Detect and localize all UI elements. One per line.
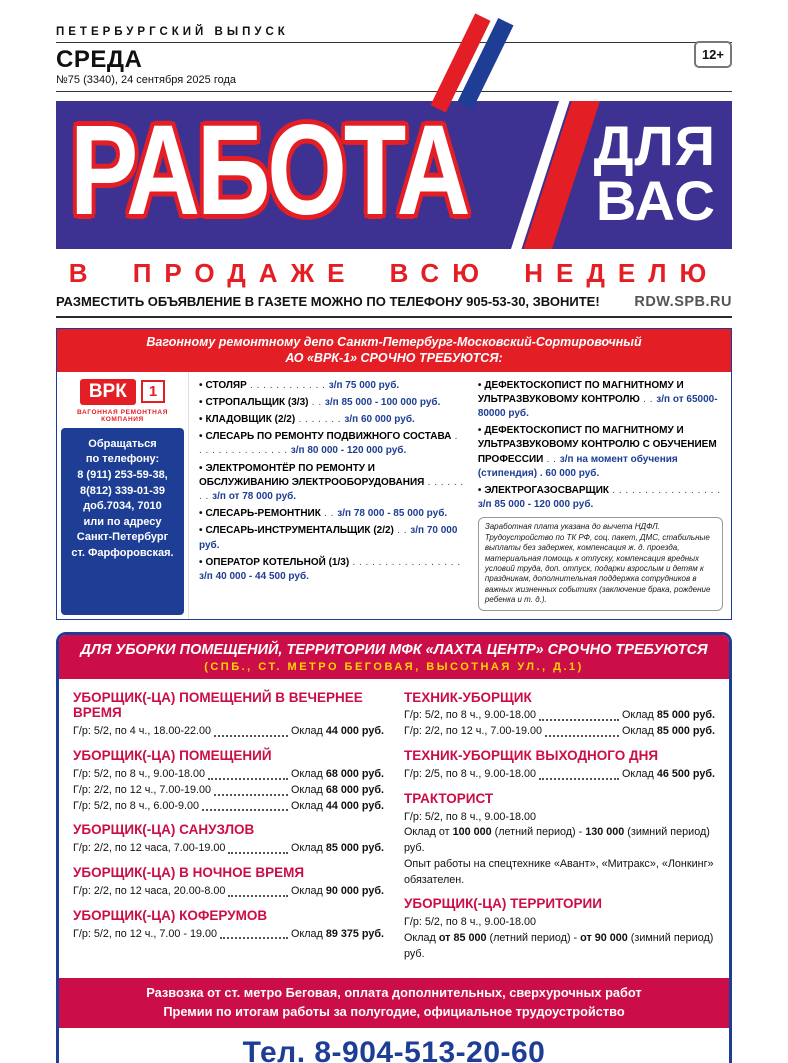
schedule-text: Г/р: 5/2, по 8 ч., 6.00-9.00: [73, 799, 199, 812]
vrk-jobs-right-list: [478, 379, 723, 513]
bullet-icon: •: [199, 462, 203, 474]
pay-amount: 44 000 руб.: [325, 799, 384, 812]
vrk-job-salary: з/п 40 000 - 44 500 руб.: [199, 570, 309, 582]
vrk-logo-number: 1: [141, 380, 165, 403]
lahta-job-item: [73, 822, 384, 857]
vrk-jobs-left-column: [189, 372, 472, 619]
lahta-phone: Тел. 8-904-513-20-60: [242, 1035, 546, 1063]
text-segment: 100 000: [452, 826, 492, 839]
logo-subtitle-line2: ВАС: [595, 169, 716, 233]
vrk-contact-line: Обращаться: [88, 437, 157, 450]
page-header: [56, 26, 732, 92]
dot-leader: . . . . . . . . . . . . . . . . .: [609, 485, 721, 496]
lahta-job-item: [404, 896, 715, 962]
vrk-job-title: СЛЕСАРЬ-РЕМОНТНИК: [205, 508, 321, 520]
lahta-ad: [56, 632, 732, 1063]
job-detail-line: Г/р: 5/2, по 8 ч., 9.00-18.00: [404, 810, 536, 823]
pay-amount: 85 000 руб.: [325, 842, 384, 855]
lahta-job-item: [404, 690, 715, 740]
vrk-job-title: ДЕФЕКТОСКОПИСТ ПО МАГНИТНОМУ И УЛЬТРАЗВУКОВОМУ КОНТРОЛЮ: [477, 379, 684, 405]
edition-label: ПЕТЕРБУРГСКИЙ ВЫПУСК: [56, 26, 289, 38]
dot-leader: [202, 809, 288, 811]
lahta-job-item: [73, 908, 384, 943]
job-detail-line: [404, 825, 715, 857]
pay-text: Оклад 68 000 руб.: [290, 768, 384, 781]
vrk-header-line1: Вагонному ремонтному депо Санкт-Петербург-Московский-Сортировочный: [146, 335, 642, 350]
vrk-job-item: [199, 430, 464, 458]
lahta-header-title: ДЛЯ УБОРКИ ПОМЕЩЕНИЙ, ТЕРРИТОРИИ МФК «ЛАХТА ЦЕНТР» СРОЧНО ТРЕБУЮТСЯ: [80, 641, 708, 658]
dot-leader: . .: [320, 508, 338, 520]
pay-text: Оклад 44 000 руб.: [290, 725, 384, 738]
pay-text: Оклад 44 000 руб.: [290, 799, 384, 812]
pay-amount: 68 000 руб.: [325, 768, 384, 781]
job-schedule-line: [404, 724, 715, 740]
dot-leader: [228, 852, 288, 854]
pay-amount: 85 000 руб.: [656, 709, 715, 722]
vrk-logo: [57, 372, 188, 407]
lahta-job-title: ТРАКТОРИСТ: [404, 790, 494, 806]
logo-title: РАБОТА: [70, 101, 468, 243]
text-segment: (зимний период) руб.: [404, 826, 710, 855]
lahta-header-address: (СПБ., СТ. МЕТРО БЕГОВАЯ, ВЫСОТНАЯ УЛ., Д.1): [204, 660, 584, 673]
job-schedule-line: [73, 724, 384, 740]
vrk-job-title: ДЕФЕКТОСКОПИСТ ПО МАГНИТНОМУ И УЛЬТРАЗВУКОВОМУ КОНТРОЛЮ С ОБУЧЕНИЕМ ПРОФЕССИИ: [477, 425, 717, 465]
vrk-logo-caption: ВАГОННАЯ РЕМОНТНАЯ КОМПАНИЯ: [77, 408, 168, 423]
pay-text: Оклад 90 000 руб.: [290, 884, 384, 897]
lahta-job-title: УБОРЩИК(-ЦА) В НОЧНОЕ ВРЕМЯ: [73, 864, 305, 880]
vrk-job-title: КЛАДОВЩИК (2/2): [205, 414, 296, 426]
dot-leader: . . . . . . . . . . . . . . .: [199, 431, 458, 457]
weekday-label: СРЕДА: [56, 46, 143, 73]
vrk-header-line2: АО «ВРК-1» СРОЧНО ТРЕБУЮТСЯ:: [285, 351, 503, 366]
job-schedule-line: [73, 799, 384, 815]
header-divider-bottom: [56, 91, 732, 92]
ad-placement-row: [56, 294, 732, 318]
lahta-job-title: ТЕХНИК-УБОРЩИК: [404, 689, 532, 705]
dot-leader: [214, 794, 288, 796]
tagline: В ПРОДАЖЕ ВСЮ НЕДЕЛЮ: [68, 258, 720, 289]
dot-leader: [539, 778, 619, 780]
pay-text: Оклад 46 500 руб.: [621, 767, 715, 780]
text-segment: Оклад от: [404, 826, 453, 839]
vrk-contact-panel: [61, 428, 184, 615]
job-schedule-line: [73, 783, 384, 799]
pay-amount: 90 000 руб.: [325, 884, 384, 897]
vrk-job-salary: з/п 75 000 руб.: [328, 379, 400, 391]
schedule-text: Г/р: 5/2, по 4 ч., 18.00-22.00: [73, 725, 211, 738]
vrk-contact-line: 8(812) 339-01-39: [79, 484, 165, 497]
pay-amount: 89 375 руб.: [325, 927, 384, 940]
vrk-job-item: [199, 556, 464, 584]
vrk-job-salary: з/п 85 000 - 100 000 руб.: [324, 396, 441, 408]
bullet-icon: •: [477, 379, 482, 391]
pay-text: Оклад 89 375 руб.: [290, 927, 384, 940]
lahta-ad-body: [59, 679, 729, 979]
vrk-contact-line: 8 (911) 253-59-38,: [77, 468, 168, 481]
dot-leader: [228, 895, 288, 897]
pay-text: Оклад 68 000 руб.: [290, 783, 384, 796]
text-segment: Оклад: [404, 931, 439, 944]
vrk-job-item: [199, 507, 464, 521]
schedule-text: Г/р: 2/2, по 12 ч., 7.00-19.00: [73, 783, 211, 796]
vrk-job-salary: з/п 85 000 - 120 000 руб.: [477, 499, 594, 511]
bullet-icon: •: [199, 396, 203, 408]
pay-amount: 44 000 руб.: [325, 725, 384, 738]
dot-leader: . . . . . . . .: [199, 476, 464, 502]
vrk-job-title: СЛЕСАРЬ-ИНСТРУМЕНТАЛЬЩИК (2/2): [205, 525, 394, 537]
lahta-job-item: [404, 791, 715, 889]
vrk-job-title: ЭЛЕКТРОМОНТЁР ПО РЕМОНТУ И ОБСЛУЖИВАНИЮ ЭЛЕКТРООБОРУДОВАНИЯ: [199, 462, 425, 488]
lahta-footer-line1: Развозка от ст. метро Беговая, оплата дополнительных, сверхурочных работ: [146, 985, 642, 1001]
bullet-icon: •: [199, 508, 203, 520]
vrk-job-salary: з/п 78 000 - 85 000 руб.: [337, 508, 448, 520]
dot-leader: . . . . . . . . . . . . . . . . .: [349, 556, 461, 568]
vrk-job-title: СТРОПАЛЬЩИК (3/3): [205, 396, 309, 408]
job-schedule-line: [73, 841, 384, 857]
job-schedule-line: [404, 708, 715, 724]
pay-amount: 68 000 руб.: [325, 783, 384, 796]
issue-line: №75 (3340), 24 сентября 2025 года: [56, 74, 236, 87]
job-schedule-line: [73, 767, 384, 783]
dot-leader: . .: [543, 453, 560, 465]
vrk-logo-abbr: ВРК: [80, 379, 136, 405]
vrk-contact-line: Санкт-Петербург: [76, 531, 169, 544]
vrk-job-salary: з/п 60 000 руб.: [344, 414, 415, 426]
logo-subtitle-line1: ДЛЯ: [593, 114, 716, 178]
lahta-job-title: УБОРЩИК(-ЦА) ТЕРРИТОРИИ: [404, 896, 602, 912]
vrk-job-title: ОПЕРАТОР КОТЕЛЬНОЙ (1/3): [205, 556, 350, 568]
bullet-icon: •: [199, 379, 203, 391]
vrk-ad-header: [57, 329, 731, 372]
vrk-job-item: [199, 379, 464, 393]
job-detail-line: Г/р: 5/2, по 8 ч., 9.00-18.00: [404, 916, 536, 929]
ad-placement-text: РАЗМЕСТИТЬ ОБЪЯВЛЕНИЕ В ГАЗЕТЕ МОЖНО ПО ТЕЛЕФОНУ 905-53-30, ЗВОНИТЕ!: [56, 294, 600, 310]
text-segment: (летний период) -: [491, 826, 586, 839]
lahta-job-item: [73, 690, 384, 741]
dot-leader: [220, 937, 288, 939]
lahta-job-item: [73, 865, 384, 900]
logo-subtitle: [593, 114, 716, 233]
lahta-job-item: [404, 748, 715, 783]
lahta-job-title: УБОРЩИК(-ЦА) САНУЗЛОВ: [73, 822, 255, 838]
vrk-job-item: [478, 379, 723, 422]
lahta-job-title: ТЕХНИК-УБОРЩИК ВЫХОДНОГО ДНЯ: [404, 747, 659, 763]
vrk-job-salary: з/п 70 000 руб.: [199, 525, 458, 551]
vrk-ad-body: [57, 372, 731, 619]
pay-text: Оклад 85 000 руб.: [621, 709, 715, 722]
vrk-job-item: [478, 484, 723, 512]
dot-leader: . .: [639, 393, 657, 405]
lahta-job-item: [73, 748, 384, 814]
lahta-footer-line2: Премии по итогам работы за полугодие, официальное трудоустройство: [163, 1003, 625, 1019]
pay-text: Оклад 85 000 руб.: [290, 842, 384, 855]
age-rating-badge: 12+: [694, 41, 732, 68]
vrk-job-title: СТОЛЯР: [205, 379, 247, 391]
bullet-icon: •: [199, 525, 203, 537]
vrk-ad: [56, 328, 732, 619]
vrk-job-salary: з/п от 65000-80000 руб.: [477, 393, 718, 420]
bullet-icon: •: [199, 556, 203, 568]
vrk-jobs-right-column: [472, 372, 731, 619]
lahta-footer: [59, 978, 729, 1027]
dot-leader: . .: [308, 396, 325, 408]
text-segment: от 90 000: [580, 931, 628, 944]
lahta-right-column: [404, 690, 715, 971]
website-label: RDW.SPB.RU: [634, 294, 732, 311]
job-schedule-line: [73, 884, 384, 900]
lahta-left-column: [73, 690, 384, 971]
vrk-benefits-note: Заработная плата указана до вычета НДФЛ. Трудоустройство по ТК РФ, соц. пакет, ДМС, стабильные выплаты без задержек, компенсация ж. д. проезда, материальная помощь к отпуску, компенсация вредных условий труда, доп. отпуск, подарки взрослым и детям к праздникам, дополнительная поддержка сотрудников в важных жизненных событиях (заключение брака, рождение ребенка и т. д.).: [478, 517, 723, 610]
vrk-job-salary: з/п 80 000 - 120 000 руб.: [290, 445, 407, 457]
vrk-job-salary: з/п от 78 000 руб.: [212, 491, 297, 502]
vrk-job-item: [199, 396, 464, 410]
vrk-sidebar: [57, 372, 189, 619]
pay-text: Оклад 85 000 руб.: [621, 725, 715, 738]
text-segment: (летний период) -: [486, 931, 581, 944]
vrk-contact-line: или по адресу: [83, 515, 162, 528]
pay-amount: 85 000 руб.: [656, 725, 715, 738]
vrk-job-item: [199, 413, 464, 427]
masthead: [56, 101, 732, 318]
text-segment: 130 000: [585, 826, 625, 839]
job-schedule-line: [404, 767, 715, 783]
vrk-job-salary: з/п на момент обучения (стипендия) . 60 000 руб.: [477, 453, 678, 479]
bullet-icon: •: [199, 414, 203, 426]
vrk-job-title: СЛЕСАРЬ ПО РЕМОНТУ ПОДВИЖНОГО СОСТАВА: [205, 431, 452, 443]
dot-leader: . . . . . . . . . . . .: [246, 379, 329, 391]
vrk-contact-line: по телефону:: [85, 453, 160, 466]
dot-leader: . .: [393, 525, 411, 537]
vrk-job-title: ЭЛЕКТРОГАЗОСВАРЩИК: [484, 485, 610, 496]
schedule-text: Г/р: 5/2, по 8 ч., 9.00-18.00: [73, 768, 205, 781]
bullet-icon: •: [477, 425, 482, 437]
schedule-text: Г/р: 5/2, по 8 ч., 9.00-18.00: [404, 709, 536, 722]
dot-leader: . . . . . . .: [295, 414, 345, 426]
schedule-text: Г/р: 5/2, по 12 ч., 7.00 - 19.00: [73, 927, 217, 940]
dot-leader: [214, 735, 288, 737]
vrk-contact-line: ст. Фарфоровская.: [71, 546, 174, 559]
pay-amount: 46 500 руб.: [656, 767, 715, 780]
schedule-text: Г/р: 2/2, по 12 часа, 20.00-8.00: [73, 884, 226, 897]
job-detail-line: [404, 931, 715, 963]
lahta-ad-header: [59, 635, 729, 679]
text-segment: (зимний период) руб.: [404, 931, 714, 960]
text-segment: от 85 000: [438, 931, 487, 944]
vrk-job-item: [199, 524, 464, 552]
lahta-job-title: УБОРЩИК(-ЦА) ПОМЕЩЕНИЙ В ВЕЧЕРНЕЕ ВРЕМЯ: [73, 689, 363, 721]
lahta-job-title: УБОРЩИК(-ЦА) ПОМЕЩЕНИЙ: [73, 748, 272, 764]
job-schedule-line: [73, 927, 384, 943]
job-detail-line: Опыт работы на спецтехнике «Авант», «Митракс», «Лонкинг» обязателен.: [404, 857, 714, 886]
dot-leader: [208, 778, 288, 780]
vrk-job-item: [199, 462, 464, 505]
header-divider-top: [56, 42, 732, 43]
vrk-job-item: [478, 424, 723, 481]
schedule-text: Г/р: 2/2, по 12 часа, 7.00-19.00: [73, 842, 226, 855]
vrk-contact-line: доб.7034, 7010: [83, 500, 162, 513]
bullet-icon: •: [199, 431, 203, 443]
schedule-text: Г/р: 2/5, по 8 ч., 9.00-18.00: [404, 767, 536, 780]
dot-leader: [545, 735, 619, 737]
logo-box: [56, 101, 732, 249]
lahta-job-title: УБОРЩИК(-ЦА) КОФЕРУМОВ: [73, 907, 268, 923]
dot-leader: [539, 719, 619, 721]
bullet-icon: •: [477, 485, 482, 496]
schedule-text: Г/р: 2/2, по 12 ч., 7.00-19.00: [404, 725, 542, 738]
